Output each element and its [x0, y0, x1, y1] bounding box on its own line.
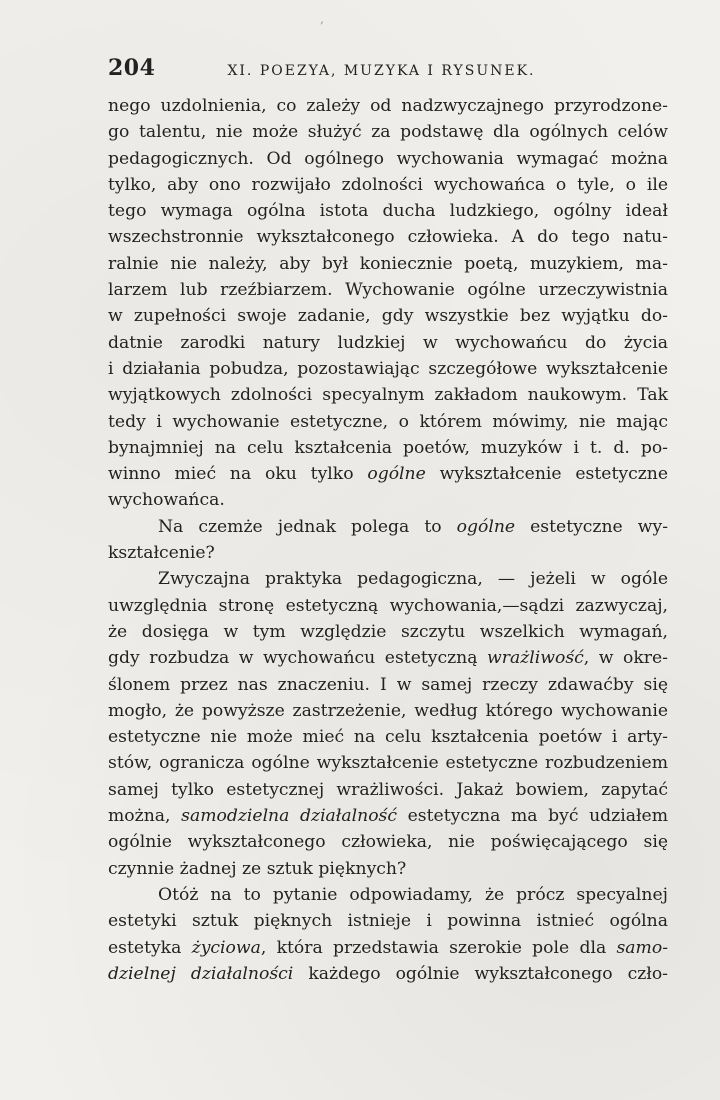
text-line	[108, 172, 668, 198]
text-segment: w zupełności swoje zadanie, gdy wszystkie bez wyjątku do-	[108, 306, 668, 327]
text-line	[108, 251, 668, 277]
text-segment: larzem lub rzeźbiarzem. Wychowanie ogólne urzeczywistnia	[108, 280, 668, 301]
text-segment: nego uzdolnienia, co zależy od nadzwyczajnego przyrodzone-	[108, 96, 668, 116]
text-line	[108, 619, 668, 645]
text-segment: wychowańca.	[108, 490, 225, 511]
text-line	[108, 224, 668, 250]
text-line	[108, 750, 668, 776]
text-segment: każdego ogólnie wykształconego czło-	[293, 963, 668, 984]
body-text	[108, 93, 668, 987]
text-segment: czynnie żadnej ze sztuk pięknych?	[108, 858, 407, 879]
italic-text: ogólne	[367, 464, 426, 485]
text-segment: go talentu, nie może służyć za podstawę dla ogólnych celów	[108, 122, 668, 143]
text-line	[108, 935, 668, 961]
text-line	[108, 119, 668, 145]
text-segment: gdy rozbudza w wychowańcu estetyczną	[108, 648, 488, 669]
italic-text: życiowa	[191, 937, 261, 958]
text-line	[108, 566, 668, 592]
text-line	[108, 777, 668, 803]
text-segment: i działania pobudza, pozostawiając szczegółowe wykształcenie	[108, 358, 668, 379]
text-line	[108, 961, 668, 987]
text-segment: tedy i wychowanie estetyczne, o którem mówimy, nie mając	[108, 411, 668, 432]
text-line	[108, 882, 668, 908]
text-line	[108, 908, 668, 934]
text-segment: , w okre-	[583, 648, 668, 669]
text-line	[108, 382, 668, 408]
text-segment: samej tylko estetycznej wrażliwości. Jakaż bowiem, zapytać	[108, 779, 668, 800]
text-line	[108, 803, 668, 829]
text-line	[108, 146, 668, 172]
text-line	[108, 645, 668, 671]
text-segment: uwzględnia stronę estetyczną wychowania,—sądzi zazwyczaj,	[108, 595, 668, 616]
text-segment: estetyki sztuk pięknych istnieje i powinna istnieć ogólna	[108, 911, 668, 932]
text-segment: bynajmniej na celu kształcenia poetów, muzyków i t. d. po-	[108, 437, 668, 458]
text-line	[108, 461, 668, 487]
text-line	[108, 540, 668, 566]
text-segment: tego wymaga ogólna istota ducha ludzkiego, ogólny ideał	[108, 201, 668, 222]
text-line	[108, 593, 668, 619]
text-segment: mogło, że powyższe zastrzeżenie, według którego wychowanie	[108, 700, 668, 721]
text-line	[108, 856, 668, 882]
text-line	[108, 829, 668, 855]
text-line	[108, 198, 668, 224]
text-segment: estetyczna ma być udziałem	[397, 806, 669, 827]
running-head: XI. POEZYA, MUZYKA I RYSUNEK.	[227, 63, 536, 79]
page-blemish-icon: ‚	[320, 12, 324, 26]
text-line	[108, 724, 668, 750]
italic-text: dzielnej działalności	[108, 963, 294, 984]
text-line	[108, 277, 668, 303]
text-segment: estetyczne nie może mieć na celu kształcenia poetów i arty-	[108, 727, 668, 748]
text-segment: wykształcenie estetyczne	[425, 464, 668, 485]
text-line	[108, 303, 668, 329]
text-segment: Otóż na to pytanie odpowiadamy, że prócz specyalnej	[158, 884, 668, 905]
italic-text: samo-	[616, 937, 669, 958]
italic-text: samodzielna działalność	[181, 806, 397, 827]
text-line	[108, 330, 668, 356]
text-segment: Zwyczajna praktyka pedagogiczna, — jeżeli w ogóle	[158, 569, 668, 590]
text-segment: , która przedstawia szerokie pole dla	[260, 937, 617, 958]
text-line	[108, 409, 668, 435]
italic-text: ogólne	[456, 516, 516, 537]
text-line	[108, 356, 668, 382]
text-segment: że dosięga w tym względzie szczytu wszelkich wymagań,	[108, 621, 668, 642]
text-line	[108, 435, 668, 461]
text-segment: ślonem przez nas znaczeniu. I w samej rzeczy zdawaćby się	[108, 674, 668, 695]
text-segment: datnie zarodki natury ludzkiej w wychowańcu do życia	[108, 332, 668, 353]
text-line	[108, 672, 668, 698]
text-segment: wyjątkowych zdolności specyalnym zakładom naukowym. Tak	[108, 385, 668, 406]
text-segment: winno mieć na oku tylko	[108, 464, 368, 485]
text-segment: można,	[108, 806, 182, 827]
text-segment: ralnie nie należy, aby był koniecznie poetą, muzykiem, ma-	[108, 253, 668, 274]
text-line	[108, 93, 668, 119]
italic-text: wrażliwość	[487, 648, 584, 669]
text-segment: estetyczne wy-	[515, 516, 668, 537]
text-line	[108, 514, 668, 540]
text-segment: ogólnie wykształconego człowieka, nie poświęcającego się	[108, 832, 668, 853]
text-line	[108, 698, 668, 724]
text-segment: Na czemże jednak polega to	[158, 516, 457, 537]
text-segment: tylko, aby ono rozwijało zdolności wychowańca o tyle, o ile	[108, 174, 668, 195]
text-line	[108, 487, 668, 513]
text-segment: estetyka	[108, 937, 192, 958]
text-segment: wszechstronnie wykształconego człowieka. A do tego natu-	[108, 227, 668, 248]
text-segment: kształcenie?	[108, 543, 215, 564]
text-segment: pedagogicznych. Od ogólnego wychowania wymagać można	[108, 148, 668, 169]
page-header	[108, 55, 668, 85]
page-number: 204	[108, 55, 156, 81]
text-segment: stów, ogranicza ogólne wykształcenie estetyczne rozbudzeniem	[108, 753, 668, 774]
